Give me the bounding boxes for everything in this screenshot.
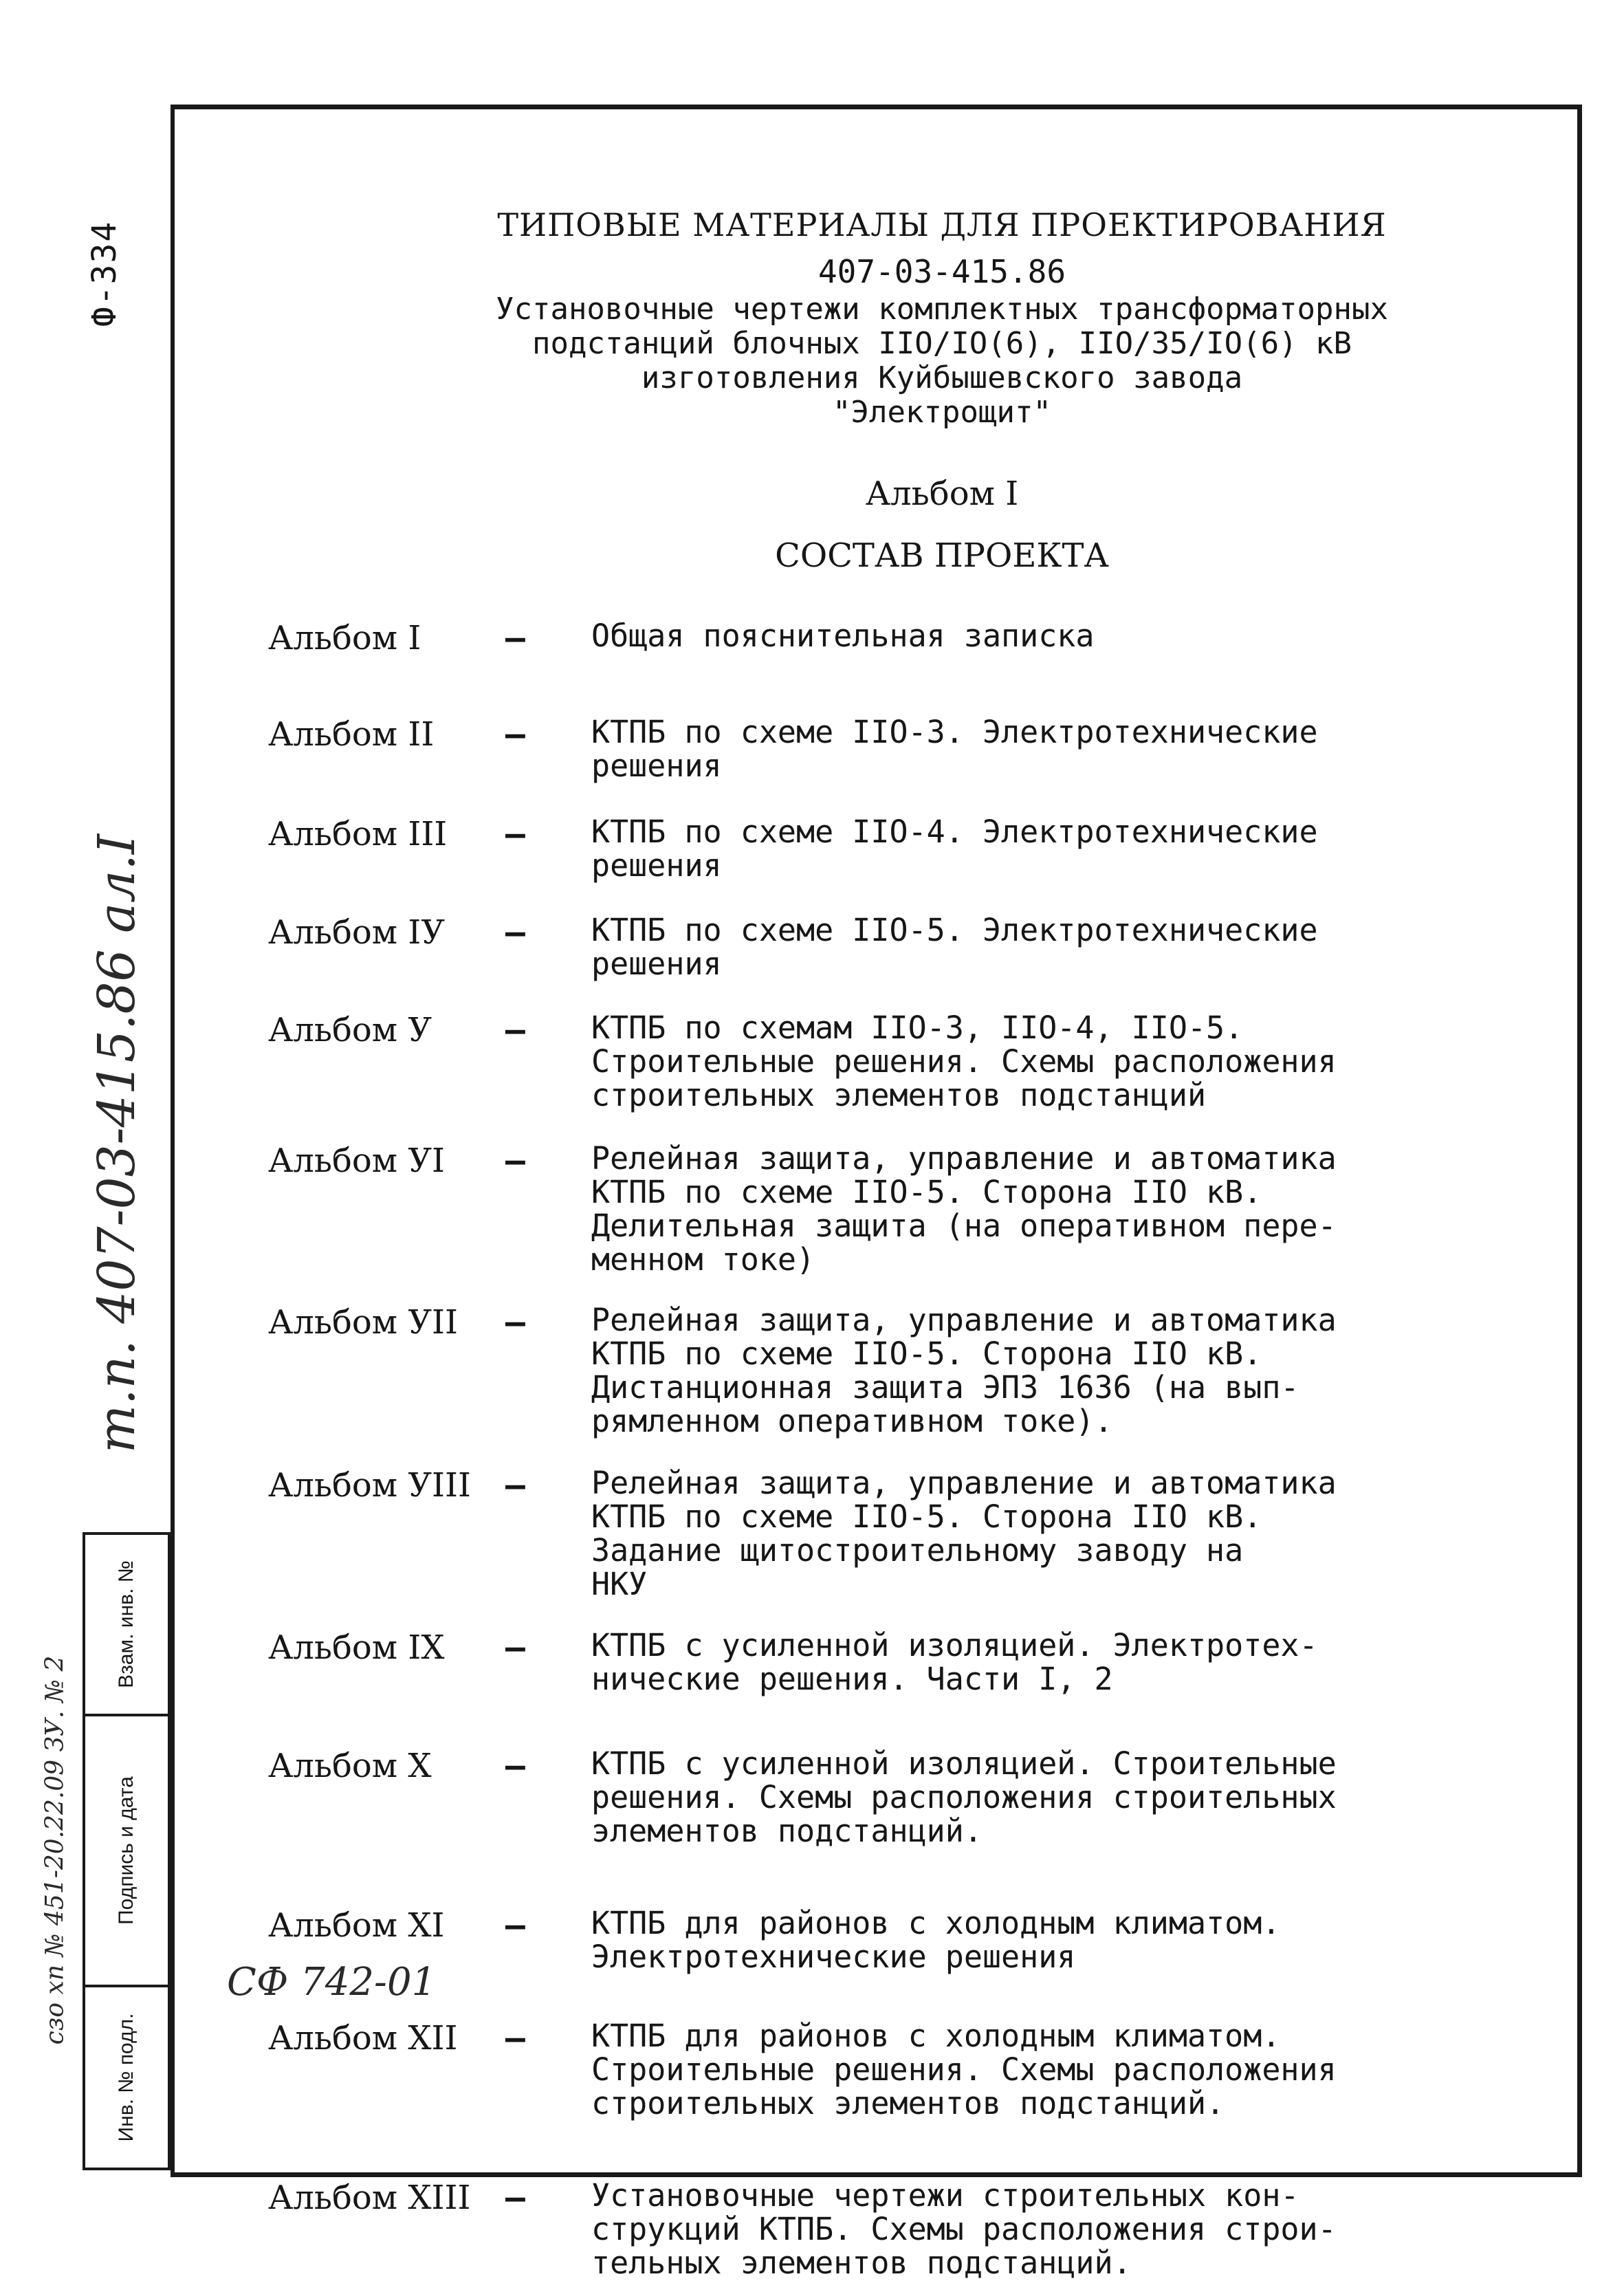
album-dash: – [505, 715, 525, 754]
album-description-line: струкций КТПБ. Схемы расположения строи- [591, 2211, 1337, 2247]
album-description-line: КТПБ по схеме IIO-4. Электротехнические [591, 814, 1318, 850]
description-line: "Электрощит" [833, 395, 1051, 430]
album-description-line: КТПБ по схеме IIO-5. Сторона IIO кВ. [591, 1174, 1262, 1210]
album-description [591, 2179, 1403, 2280]
handwritten-project-ref: т.п. 407-03-415.86 ал.I [87, 833, 146, 1454]
margin-code: Ф-334 [85, 220, 124, 327]
description-line: подстанций блочных IIO/IO(6), IIO/35/IO(6) кВ [531, 326, 1352, 361]
stamp-cell-signature [85, 1716, 168, 1987]
stamp-table [83, 1532, 171, 2170]
album-description [591, 1906, 1403, 1974]
album-description-line: нические решения. Части I, 2 [591, 1661, 1113, 1697]
album-label: Альбом XI [268, 1906, 445, 1945]
album-label: Альбом УIII [268, 1466, 471, 1505]
album-label: Альбом III [268, 815, 448, 853]
album-description-line: НКУ [591, 1566, 648, 1602]
album-description-line: КТПБ с усиленной изоляцией. Строительные [591, 1745, 1337, 1782]
album-description-line: решения [591, 747, 722, 784]
album-label: Альбом УI [268, 1142, 446, 1180]
album-description [591, 1303, 1403, 1438]
album-description [591, 1011, 1403, 1112]
handwritten-inventory: сзо хп № 451-20.22.09 ЗУ. № 2 [41, 1655, 69, 2045]
album-description [591, 1628, 1403, 1696]
album-description-line: Электротехнические решения [591, 1939, 1076, 1975]
album-description-line: КТПБ для районов с холодным климатом. [591, 1905, 1281, 1941]
album-description [591, 1142, 1403, 1276]
album-description-line: Релейная защита, управление и автоматика [591, 1140, 1337, 1177]
album-description [591, 913, 1403, 981]
album-dash: – [505, 1011, 525, 1049]
document-title: ТИПОВЫЕ МАТЕРИАЛЫ ДЛЯ ПРОЕКТИРОВАНИЯ [497, 206, 1387, 243]
album-description-line: тельных элементов подстанций. [591, 2245, 1132, 2281]
album-dash: – [505, 1747, 525, 1785]
album-description [591, 619, 1403, 653]
album-description-line: Задание щитостроительному заводу на [591, 1532, 1244, 1569]
album-description-line: Строительные решения. Схемы расположения [591, 1043, 1337, 1080]
album-description-line: Делительная защита (на оперативном пере- [591, 1208, 1337, 1244]
stamp-label: Взам. инв. № [115, 1560, 138, 1688]
stamp-cell-replacement [85, 1535, 168, 1716]
album-description-line: КТПБ по схеме IIO-5. Сторона IIO кВ. [591, 1335, 1262, 1372]
album-dash: – [505, 1906, 525, 1945]
album-dash: – [505, 1303, 525, 1342]
album-description-line: решения [591, 946, 722, 982]
handwritten-code: СФ 742-01 [227, 1960, 437, 2005]
album-dash: – [505, 815, 525, 853]
document-description [371, 292, 1513, 430]
album-label: Альбом УII [268, 1303, 458, 1342]
album-heading: Альбом I [865, 474, 1019, 513]
album-label: Альбом IX [268, 1628, 445, 1667]
album-description-line: Дистанционная защита ЭПЗ 1636 (на вып- [591, 1369, 1299, 1406]
document-code: 407-03-415.86 [818, 253, 1066, 290]
album-description-line: КТПБ по схеме IIO-5. Электротехнические [591, 912, 1318, 948]
album-description-line: КТПБ с усиленной изоляцией. Электротех- [591, 1627, 1318, 1663]
album-description [591, 1466, 1403, 1601]
album-label: Альбом IУ [268, 913, 446, 952]
album-dash: – [505, 1142, 525, 1180]
stamp-label: Инв. № подл. [115, 2013, 138, 2142]
album-description-line: строительных элементов подстанций. [591, 2085, 1225, 2121]
album-dash: – [505, 913, 525, 952]
album-label: Альбом I [268, 619, 421, 657]
album-dash: – [505, 1466, 525, 1505]
album-dash: – [505, 619, 525, 657]
album-description [591, 815, 1403, 882]
album-description-line: строительных элементов подстанций [591, 1077, 1207, 1113]
album-description-line: Установочные чертежи строительных кон- [591, 2177, 1299, 2214]
album-description-line: КТПБ для районов с холодным климатом. [591, 2018, 1281, 2054]
album-label: Альбом XIII [268, 2179, 471, 2217]
album-label: Альбом У [268, 1011, 432, 1049]
album-description-line: КТПБ по схеме IIO-5. Сторона IIO кВ. [591, 1498, 1262, 1535]
stamp-cell-original [85, 1987, 168, 2168]
album-label: Альбом X [268, 1747, 432, 1785]
album-description-line: КТПБ по схемам IIO-3, IIO-4, IIO-5. [591, 1009, 1244, 1046]
album-description-line: решения [591, 847, 722, 884]
album-description-line: менном токе) [591, 1241, 815, 1278]
album-dash: – [505, 2019, 525, 2058]
description-line: изготовления Куйбышевского завода [641, 360, 1243, 395]
album-description-line: Релейная защита, управление и автоматика [591, 1465, 1337, 1501]
album-label: Альбом XII [268, 2019, 458, 2058]
album-description-line: Строительные решения. Схемы расположения [591, 2051, 1337, 2088]
description-line: Установочные чертежи комплектных трансформаторных [495, 292, 1389, 327]
album-description-line: Общая пояснительная записка [591, 618, 1095, 654]
section-heading: СОСТАВ ПРОЕКТА [775, 536, 1109, 575]
album-dash: – [505, 1628, 525, 1667]
album-dash: – [505, 2179, 525, 2217]
album-label: Альбом II [268, 715, 435, 754]
album-description [591, 2019, 1403, 2120]
album-description [591, 715, 1403, 783]
stamp-label: Подпись и дата [115, 1776, 138, 1925]
album-description-line: КТПБ по схеме IIO-3. Электротехнические [591, 714, 1318, 750]
album-description-line: Релейная защита, управление и автоматика [591, 1302, 1337, 1338]
album-description-line: рямленном оперативном токе). [591, 1403, 1113, 1439]
album-description [591, 1747, 1403, 1848]
album-description-line: решения. Схемы расположения строительных [591, 1779, 1337, 1815]
album-description-line: элементов подстанций. [591, 1813, 983, 1849]
